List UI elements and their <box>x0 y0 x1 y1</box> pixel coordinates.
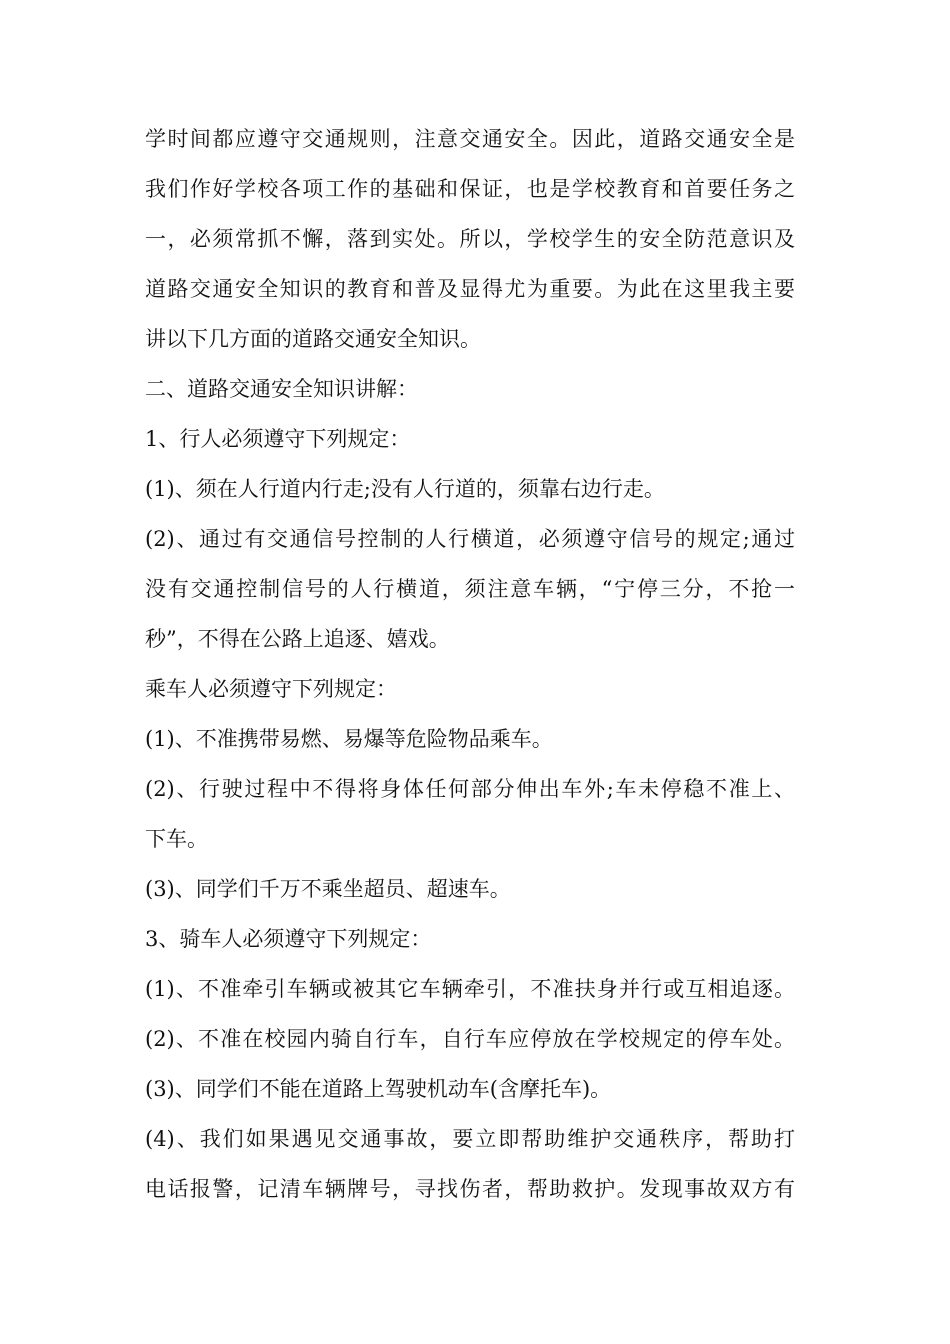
text-line: 一，必须常抓不懈，落到实处。所以，学校学生的安全防范意识及 <box>145 227 795 251</box>
list-item: (1)、不准牵引车辆或被其它车辆牵引，不准扶身并行或互相追逐。 <box>145 977 795 1001</box>
text-line: 道路交通安全知识的教育和普及显得尤为重要。为此在这里我主要 <box>145 277 795 301</box>
text-line: 学时间都应遵守交通规则，注意交通安全。因此，道路交通安全是 <box>145 127 795 151</box>
list-item: (1)、不准携带易燃、易爆等危险物品乘车。 <box>145 727 553 751</box>
list-item: (2)、不准在校园内骑自行车，自行车应停放在学校规定的停车处。 <box>145 1027 795 1051</box>
text-line: 没有交通控制信号的人行横道，须注意车辆，“宁停三分，不抢一 <box>145 577 795 601</box>
text-line: 电话报警，记清车辆牌号，寻找伤者，帮助救护。发现事故双方有 <box>145 1177 795 1201</box>
text-line: 下车。 <box>145 827 208 851</box>
subsection-heading: 乘车人必须遵守下列规定： <box>145 677 397 701</box>
text-line: 秒”，不得在公路上追逐、嬉戏。 <box>145 627 450 651</box>
list-item: (1)、须在人行道内行走;没有人行道的，须靠右边行走。 <box>145 477 665 501</box>
subsection-heading: 1、行人必须遵守下列规定： <box>145 427 411 451</box>
list-item: (3)、同学们千万不乘坐超员、超速车。 <box>145 877 511 901</box>
list-item: (3)、同学们不能在道路上驾驶机动车(含摩托车)。 <box>145 1077 612 1101</box>
text-line: 讲以下几方面的道路交通安全知识。 <box>145 327 481 351</box>
list-item: (2)、行驶过程中不得将身体任何部分伸出车外;车未停稳不准上、 <box>145 777 795 801</box>
list-item: (4)、我们如果遇见交通事故，要立即帮助维护交通秩序，帮助打 <box>145 1127 795 1151</box>
section-heading: 二、道路交通安全知识讲解： <box>145 377 418 401</box>
list-item: (2)、通过有交通信号控制的人行横道，必须遵守信号的规定;通过 <box>145 527 795 551</box>
subsection-heading: 3、骑车人必须遵守下列规定： <box>145 927 432 951</box>
document-body <box>145 114 795 1214</box>
text-line: 我们作好学校各项工作的基础和保证，也是学校教育和首要任务之 <box>145 177 795 201</box>
